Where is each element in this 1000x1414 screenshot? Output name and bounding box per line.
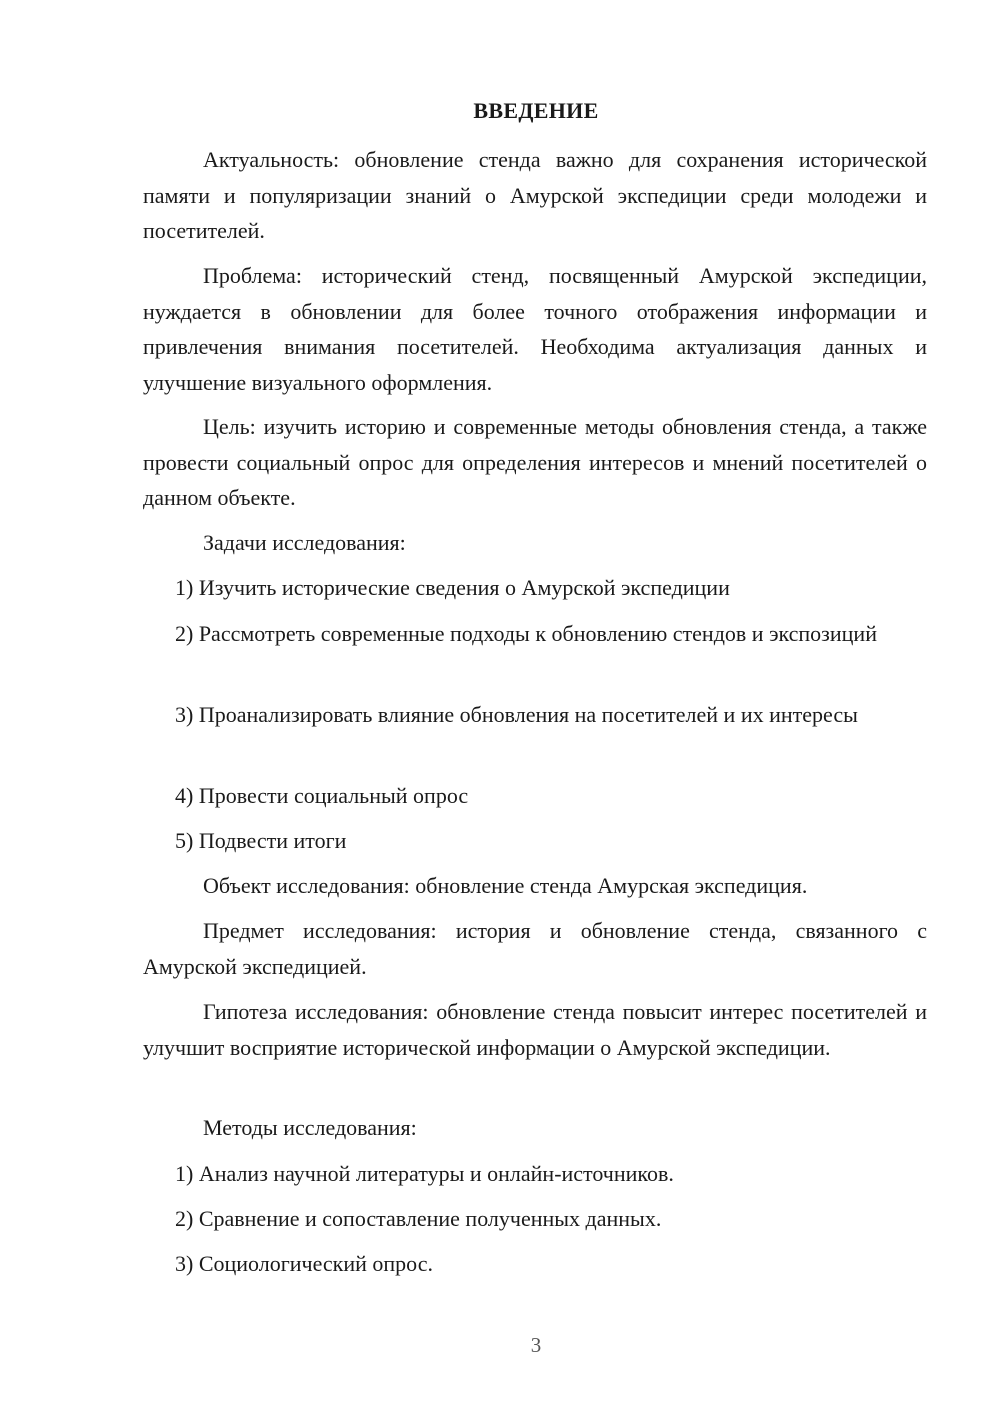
task-item: 3) Проанализировать влияние обновления на посетителей и их интересы — [175, 702, 858, 727]
paragraph-object: Объект исследования: обновление стенда Амурская экспедиция. — [203, 873, 808, 898]
task-item: 2) Рассмотреть современные подходы к обновлению стендов и экспозиций — [175, 621, 877, 646]
task-item: 4) Провести социальный опрос — [175, 783, 469, 808]
method-item: 1) Анализ научной литературы и онлайн-источников. — [175, 1161, 674, 1186]
methods-heading: Методы исследования: — [203, 1115, 417, 1140]
task-item: 5) Подвести итоги — [175, 828, 347, 853]
task-item: 1) Изучить исторические сведения о Амурской экспедиции — [175, 575, 730, 600]
paragraph-problem: Проблема: исторический стенд, посвященный Амурской экспедиции, нуждается в обновлении для более точного отображения информации и привлечения внимания посетителей. Необходима актуализация данных и улучшение визуального оформления. — [143, 263, 927, 395]
paragraph-goal: Цель: изучить историю и современные методы обновления стенда, а также провести социальный опрос для определения интересов и мнений посетителей о данном объекте. — [143, 414, 927, 510]
paragraph-hypothesis: Гипотеза исследования: обновление стенда повысит интерес посетителей и улучшит восприятие исторической информации о Амурской экспедиции. — [143, 999, 927, 1060]
method-item: 3) Социологический опрос. — [175, 1251, 433, 1276]
method-item: 2) Сравнение и сопоставление полученных данных. — [175, 1206, 662, 1231]
section-title: ВВЕДЕНИЕ — [473, 98, 599, 123]
paragraph-relevance: Актуальность: обновление стенда важно для сохранения исторической памяти и популяризации знаний о Амурской экспедиции среди молодежи и посетителей. — [143, 147, 927, 243]
tasks-heading: Задачи исследования: — [203, 530, 406, 555]
paragraph-subject: Предмет исследования: история и обновление стенда, связанного с Амурской экспедицией. — [143, 918, 927, 979]
page-number: 3 — [530, 1333, 542, 1357]
